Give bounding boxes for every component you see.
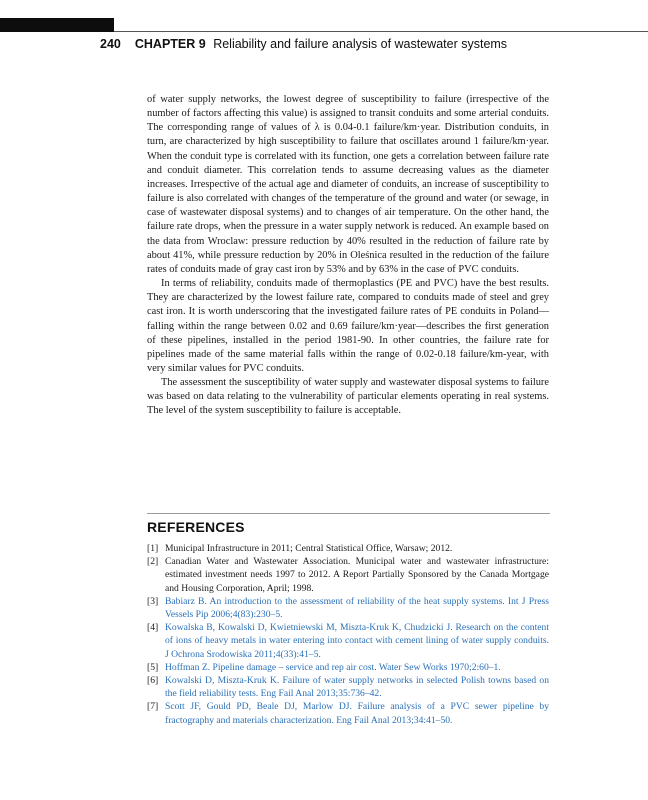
reference-number: [2]: [147, 556, 159, 568]
reference-link[interactable]: Hoffman Z. Pipeline damage – service and rep air cost. Water Sew Works 1970;2:60–1.: [165, 661, 501, 673]
references-divider: [147, 513, 550, 514]
references-heading: REFERENCES: [147, 519, 245, 535]
paragraph: In terms of reliability, conduits made of thermoplastics (PE and PVC) have the best results. They are characterized by the lowest failure rate, compared to conduits made of steel and grey cast iron. It is worth underscoring that the investigated failure rates of PE conduits in Poland—falling within the range between 0.02 and 0.69 failure/km·year—describes the first generation of these pipelines, installed in the period 1981-90. In other countries, the failure rate for pipelines made of the same material falls within the range of 0.02-0.18 failure/km-year, with very similar values for PVC conduits.: [147, 278, 549, 374]
reference-link[interactable]: Babiarz B. An introduction to the assessment of reliability of the heat supply systems. Int J Press Vessels Pip 2006;4(83):230–5.: [165, 595, 549, 621]
reference-item: [147, 700, 549, 726]
running-header: [100, 37, 507, 51]
reference-link[interactable]: Scott JF, Gould PD, Beale DJ, Marlow DJ. Failure analysis of a PVC sewer pipeline by fractography and materials characterization. Eng Fail Anal 2013;34:41–50.: [165, 701, 549, 726]
page-number: 240: [100, 37, 121, 51]
header-bar: [0, 18, 114, 32]
reference-number: [7]: [147, 701, 159, 713]
reference-item: [147, 674, 549, 700]
body-text: [147, 93, 549, 419]
reference-item: [147, 661, 549, 674]
reference-item: [147, 555, 549, 595]
header-rule: [114, 31, 648, 32]
reference-item: [147, 595, 549, 621]
reference-number: [6]: [147, 675, 159, 687]
reference-item: [147, 542, 549, 555]
chapter-label: CHAPTER 9: [134, 37, 206, 51]
reference-link[interactable]: Kowalska B, Kowalski D, Kwietniewski M, Miszta-Kruk K, Chudzicki J. Research on the content of ions of heavy metals in water entering into contact with cement lining of water supply conduits. J Ochrona Srodowiska 2011;4(33):41–5.: [165, 622, 549, 660]
reference-link[interactable]: Kowalski D, Miszta-Kruk K. Failure of water supply networks in selected Polish towns based on the field reliability tests. Eng Fail Anal 2013;35:736–42.: [165, 675, 549, 700]
reference-number: [4]: [147, 622, 159, 634]
references-list: [147, 542, 549, 727]
reference-number: [3]: [147, 595, 159, 607]
paragraph: The assessment the susceptibility of water supply and wastewater disposal systems to failure was based on data relating to the vulnerability of particular elements operating in real systems. The level of the system susceptibility to failure is acceptable.: [147, 377, 549, 417]
paragraph: of water supply networks, the lowest degree of susceptibility to failure (irrespective of the number of factors affecting this value) is assigned to transit conduits and some arterial conduits. The corresponding range of values of λ is 0.04-0.1 failure/km·year. Distribution conduits, in turn, are characterized by high susceptibility to failure that oscillates around 1 failure/km·year. When the conduit type is correlated with its function, one gets a correlation between failure rate and conduit diameter. This correlation tends to assume decreasing values as the diameter increases. Irrespective of the actual age and diameter of conduits, an increase of susceptibility to failure is also correlated with changes of the temperature of the ground and water (or sewage, in case of wastewater disposal systems) and to changes of air temperature. On the other hand, the failure rate drops, when the pressure in a water supply network is reduced. An example based on the data from Wroclaw: pressure reduction by 40% resulted in the reduction of failure rate by about 41%, while pressure reduction by 20% in Oleśnica resulted in the reduction of the failure rates of conduits made of gray cast iron by 53% and by 63% in the case of PVC conduits.: [147, 94, 549, 275]
reference-item: [147, 621, 549, 661]
chapter-title: Reliability and failure analysis of wastewater systems: [213, 37, 508, 51]
reference-number: [1]: [147, 543, 159, 554]
reference-number: [5]: [147, 661, 159, 673]
reference-text: Canadian Water and Wastewater Association. Municipal water and wastewater infrastructure: estimated investment needs 1997 to 2012. A Report Partially Sponsored by the Canada Mortgage and Housing Corporation, April; 1998.: [165, 556, 549, 594]
reference-text: Municipal Infrastructure in 2011; Central Statistical Office, Warsaw; 2012.: [165, 543, 453, 554]
